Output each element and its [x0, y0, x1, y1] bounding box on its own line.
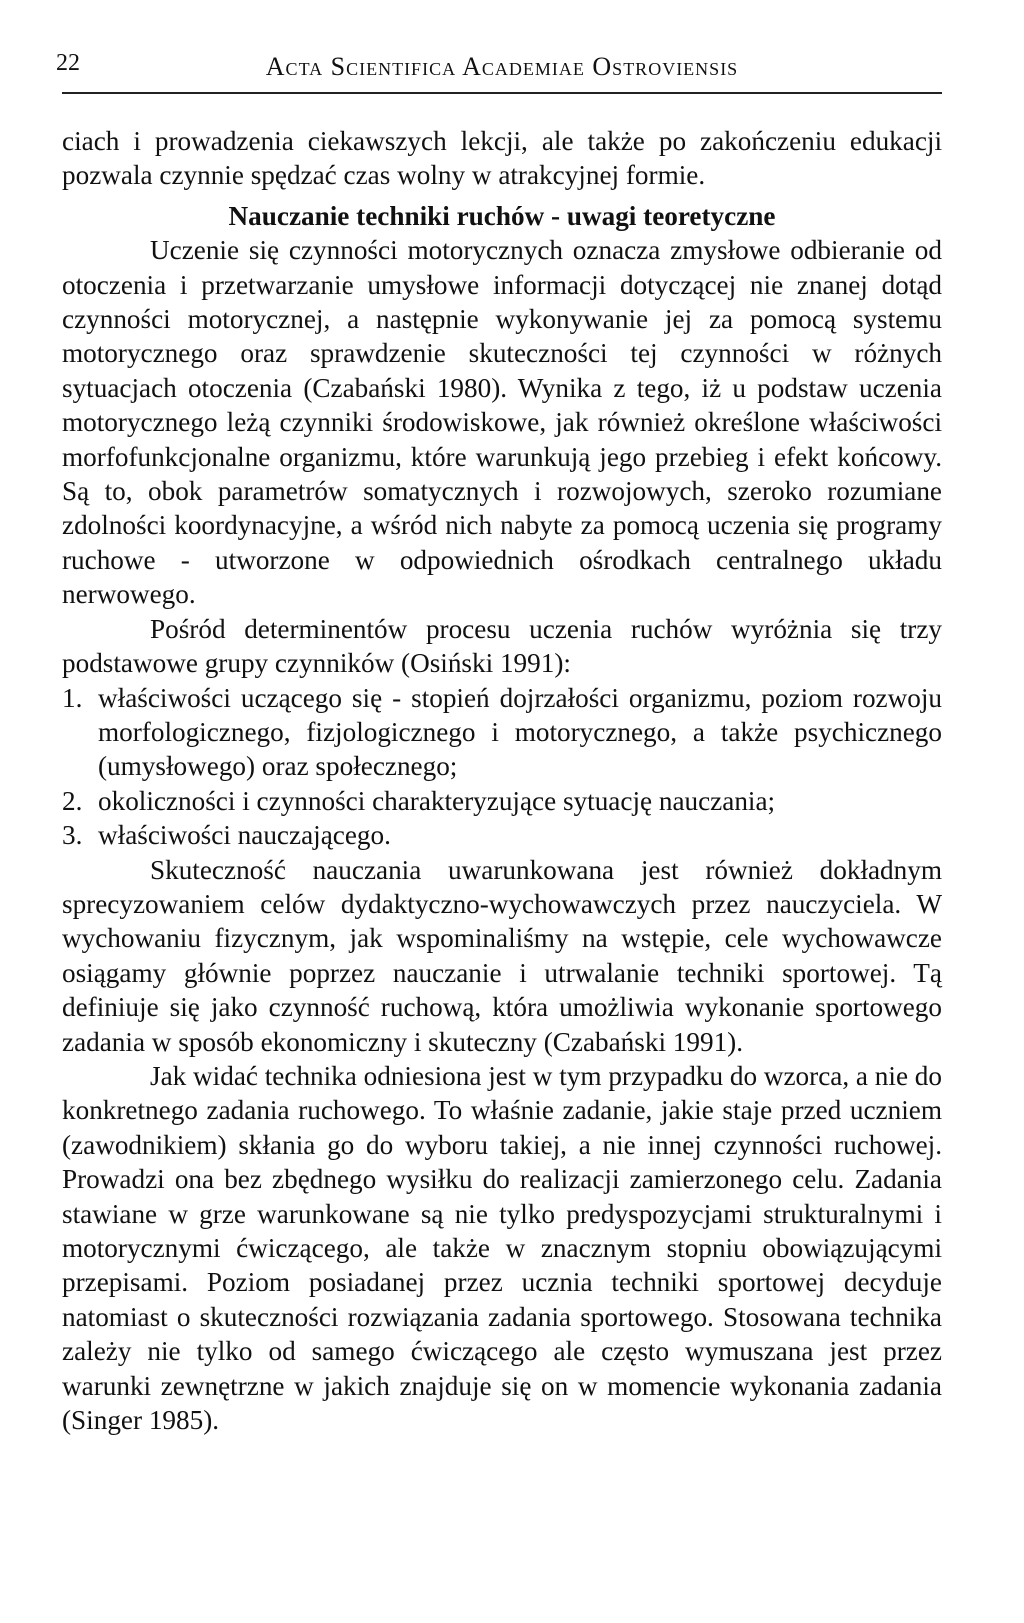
- list-item-text: okoliczności i czynności charakteryzujące sytuację nauczania;: [98, 785, 776, 816]
- page-number: 22: [56, 50, 80, 76]
- list-item: [62, 818, 942, 852]
- list-item-text: właściwości nauczającego.: [98, 820, 391, 851]
- paragraph-2: Pośród determinentów procesu uczenia ruchów wyróżnia się trzy podstawowe grupy czynników (Osiński 1991):: [62, 613, 942, 679]
- list-item-text: właściwości uczącego się - stopień dojrzałości organizmu, poziom rozwoju morfologicznego, fizjologicznego i motorycznego, a także psychicznego (umysłowego) oraz społecznego;: [98, 682, 942, 782]
- journal-title: Acta Scientifica Academiae Ostroviensis: [265, 52, 739, 81]
- section-heading: Nauczanie techniki ruchów - uwagi teoretyczne: [228, 200, 776, 231]
- body-text: [62, 124, 942, 1437]
- intro-paragraph: ciach i prowadzenia ciekawszych lekcji, ale także po zakończeniu edukacji pozwala czynnie spędzać czas wolny w atrakcyjnej formie.: [62, 126, 942, 191]
- factors-list: [62, 681, 942, 853]
- paragraph-3: Skuteczność nauczania uwarunkowana jest również dokładnym sprecyzowaniem celów dydaktyczno-wychowawczych przez nauczyciela. W wychowaniu fizycznym, jak wspominaliśmy na wstępie, cele wychowawcze osiągamy głównie poprzez nauczanie i utrwalanie techniki sportowej. Tą definiuje się jako czynność ruchową, która umożliwia wykonanie sportowego zadania w sposób ekonomiczny i skuteczny (Czabański 1991).: [62, 854, 942, 1057]
- paragraph-1: Uczenie się czynności motorycznych oznacza zmysłowe odbieranie od otoczenia i przetwarzanie umysłowe informacji dotyczącej nie znanej dotąd czynności motorycznej, a następnie wykonywanie jej za pomocą systemu motorycznego oraz sprawdzenie skuteczności tej czynności w różnych sytuacjach otoczenia (Czabański 1980). Wynika z tego, iż u podstaw uczenia motorycznego leżą czynniki środowiskowe, jak również określone właściwości morfofunkcjonalne organizmu, które warunkują jego przebieg i efekt końcowy. Są to, obok parametrów somatycznych i rozwojowych, szeroko rozumiane zdolności koordynacyjne, a wśród nich nabyte za pomocą uczenia się programy ruchowe - utworzone w odpowiednich ośrodkach centralnego układu nerwowego.: [62, 235, 942, 610]
- paragraph-4: Jak widać technika odniesiona jest w tym przypadku do wzorca, a nie do konkretnego zadania ruchowego. To właśnie zadanie, jakie staje przed uczniem (zawodnikiem) skłania go do wyboru takiej, a nie innej czynności ruchowej. Prowadzi ona bez zbędnego wysiłku do realizacji zamierzonego celu. Zadania stawiane w grze warunkowane są nie tylko predyspozycjami strukturalnymi i motorycznymi ćwiczącego, ale także w znacznym stopniu obowiązującymi przepisami. Poziom posiadanej przez ucznia techniki sportowej decyduje natomiast o skuteczności rozwiązania zadania sportowego. Stosowana technika zależy nie tylko od samego ćwiczącego ale często wymuszana jest przez warunki zewnętrzne w jakich znajduje się on w momencie wykonania zadania (Singer 1985).: [62, 1060, 942, 1436]
- list-item-number: 1.: [62, 682, 83, 713]
- document-page: [56, 40, 942, 1437]
- list-item: [62, 681, 942, 784]
- list-item: [62, 784, 942, 818]
- list-item-number: 2.: [62, 785, 83, 816]
- running-head: [56, 40, 942, 94]
- list-item-number: 3.: [62, 820, 83, 851]
